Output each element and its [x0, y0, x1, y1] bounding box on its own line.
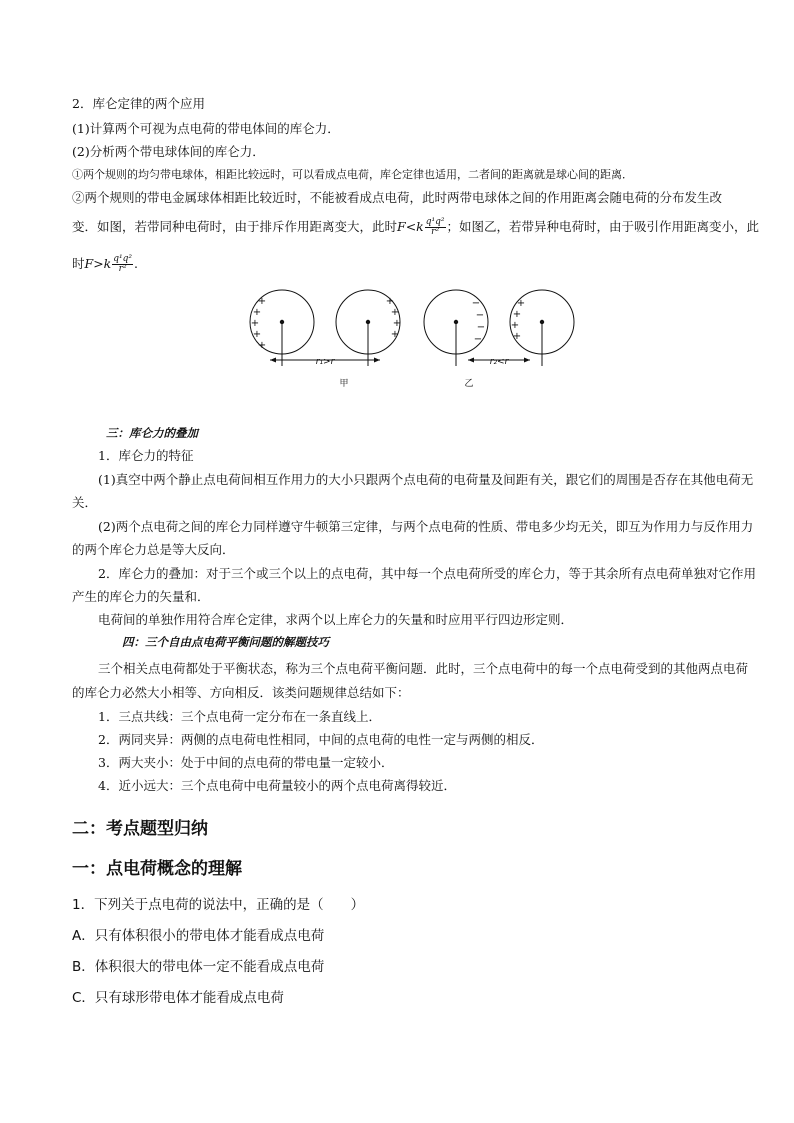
section-3-title: 三：库仑力的叠加: [106, 426, 198, 440]
section-3-p1: 1．库仑力的特征: [98, 448, 194, 463]
svg-text:−: −: [476, 322, 486, 333]
svg-text:+: +: [252, 307, 262, 318]
section-3-p5: 电荷间的单独作用符合库仑定律，求两个以上库仑力的矢量和时应用平行四边形定则．: [98, 612, 574, 627]
svg-text:−: −: [473, 334, 483, 345]
section-2-case-2-line-3: 时F>k $\frac{\text{q¹q²}}{\text{r²}}$ .: [72, 254, 138, 274]
question-1-option-b: B．体积很大的带电体一定不能看成点电荷: [72, 959, 325, 975]
section-2-case-1: ①两个规则的均匀带电球体，相距比较远时，可以看成点电荷，库仑定律也适用，二者间的距离就是球心间的距离．: [72, 168, 633, 181]
question-1-option-a: A．只有体积很小的带电体才能看成点电荷: [72, 928, 325, 944]
svg-text:+: +: [257, 340, 267, 351]
sphere-diagram: [240, 286, 590, 390]
svg-text:+: +: [385, 296, 395, 307]
svg-text:+: +: [252, 329, 262, 340]
section-3-p2-line-1: (1)真空中两个静止点电荷间相互作用力的大小只跟两个点电荷的电荷量及间距有关，跟它们的周围是否存在其他电荷无: [98, 472, 754, 487]
section-4-p1-line-1: 三个相关点电荷都处于平衡状态，称为三个点电荷平衡问题．此时，三个点电荷中的每一个点电荷受到的其他两点电荷: [98, 661, 749, 676]
formula-less: F<k: [397, 219, 424, 234]
figure-label-yi: 乙: [464, 379, 474, 389]
r1-label: r₁>r: [315, 357, 335, 367]
figure-label-jia: 甲: [339, 379, 349, 389]
section-4-rule-3: 3．两大夹小：处于中间的点电荷的带电量一定较小．: [98, 755, 394, 770]
section-2-case-2-line-1: ②两个规则的带电金属球体相距比较近时，不能被看成点电荷，此时两带电球体之间的作用距离会随电荷的分布发生改: [72, 190, 723, 205]
section-2-title: 2．库仑定律的两个应用: [72, 96, 205, 111]
charge-plus: +: [257, 296, 267, 307]
svg-text:+: +: [390, 307, 400, 318]
svg-text:+: +: [510, 320, 520, 331]
svg-text:+: +: [392, 318, 402, 329]
section-4-title: 四：三个自由点电荷平衡问题的解题技巧: [122, 635, 329, 649]
svg-text:−: −: [475, 310, 485, 321]
case-2-text-a: 变．如图，若带同种电荷时，由于排斥作用距离变大，此时: [72, 219, 398, 234]
formula-fraction-2: $\frac{\text{q¹q²}}{\text{r²}}$: [113, 254, 132, 274]
section-3-p3-line-2: 的两个库仑力总是等大反向．: [72, 542, 235, 557]
question-1-option-c: C．只有球形带电体才能看成点电荷: [72, 990, 284, 1006]
formula-fraction-1: $\frac{\text{q¹q²}}{\text{r²}}$: [425, 217, 445, 237]
section-3-p4-line-1: 2．库仑力的叠加：对于三个或三个以上的点电荷，其中每一个点电荷所受的库仑力，等于其余所有点电荷单独对它作用: [98, 566, 756, 581]
svg-text:+: +: [512, 331, 522, 342]
section-4-rule-2: 2．两同夹异：两侧的点电荷电性相同，中间的点电荷的电性一定与两侧的相反．: [98, 732, 544, 747]
section-2-item-2: (2)分析两个带电球体间的库仑力．: [72, 144, 265, 159]
svg-text:+: +: [390, 329, 400, 340]
section-4-rule-1: 1．三点共线：三个点电荷一定分布在一条直线上．: [98, 709, 381, 724]
case-2-text-c: 时: [72, 256, 85, 271]
r2-label: r₂<r: [489, 357, 509, 367]
formula-greater: F>k: [84, 256, 112, 271]
part-2-subheading: 一：点电荷概念的理解: [72, 859, 242, 879]
section-2-case-2-line-2: [72, 218, 759, 237]
section-4-rule-4: 4．近小远大：三个点电荷中电荷量较小的两个点电荷离得较近．: [98, 778, 456, 793]
section-2-item-1: (1)计算两个可视为点电荷的带电体间的库仑力．: [72, 121, 340, 136]
section-4-p1-line-2: 的库仑力必然大小相等、方向相反．该类问题规律总结如下：: [72, 685, 410, 700]
section-3-p2-line-2: 关．: [72, 495, 98, 510]
svg-text:+: +: [250, 318, 260, 329]
section-3-p3-line-1: (2)两个点电荷之间的库仑力同样遵守牛顿第三定律，与两个点电荷的性质、带电多少均无关，即互为作用力与反作用力: [98, 519, 754, 534]
svg-text:+: +: [512, 309, 522, 320]
charge-minus: −: [471, 298, 481, 309]
svg-text:+: +: [516, 298, 526, 309]
part-2-heading: 二：考点题型归纳: [72, 819, 208, 839]
section-3-p4-line-2: 产生的库仑力的矢量和．: [72, 589, 210, 604]
question-1-stem: 1．下列关于点电荷的说法中，正确的是（ ）: [72, 897, 365, 913]
case-2-text-b: ；如图乙，若带异种电荷时，由于吸引作用距离变小，此: [446, 219, 760, 234]
